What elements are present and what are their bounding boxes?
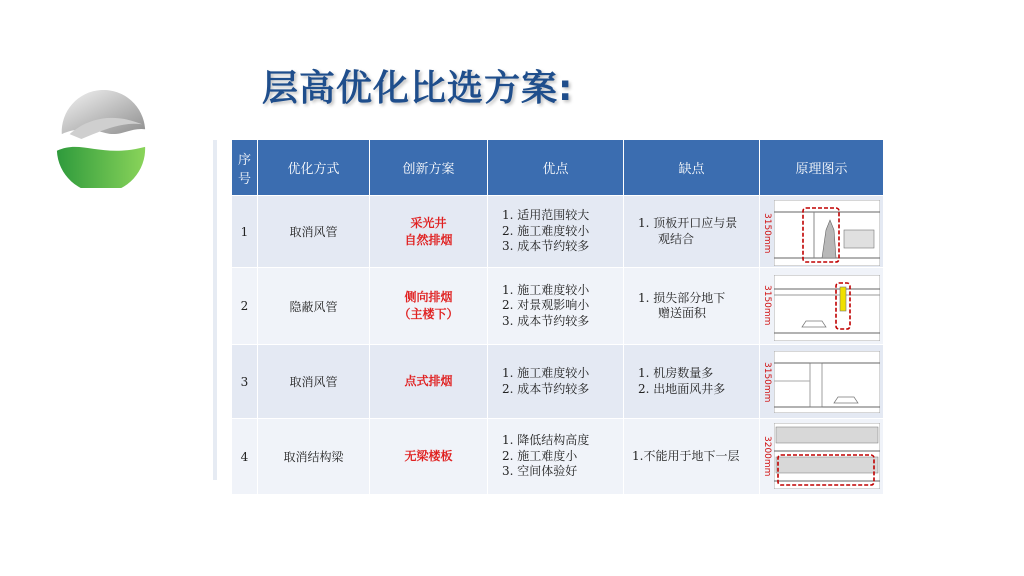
innovation-line: 自然排烟 bbox=[404, 232, 453, 247]
table-header-row bbox=[232, 140, 884, 196]
cons-item: 1. 损失部分地下 bbox=[638, 290, 726, 305]
pros-item: 2. 对景观影响小 bbox=[502, 298, 590, 313]
row-method: 取消风管 bbox=[258, 345, 370, 419]
row-pros bbox=[488, 345, 624, 419]
row-method: 取消风管 bbox=[258, 196, 370, 268]
header-pros: 优点 bbox=[488, 140, 624, 196]
row-number: 1 bbox=[232, 196, 258, 268]
innovation-line: 点式排烟 bbox=[404, 374, 453, 388]
pros-item: 1. 施工难度较小 bbox=[502, 366, 590, 380]
row-number: 2 bbox=[232, 268, 258, 345]
section-diagram-1 bbox=[774, 200, 880, 266]
row-innovation bbox=[370, 419, 488, 495]
decorative-divider bbox=[213, 140, 217, 480]
dimension-label: 3150mm bbox=[762, 212, 772, 254]
row-method: 取消结构梁 bbox=[258, 419, 370, 495]
row-diagram bbox=[760, 419, 884, 495]
row-diagram bbox=[760, 268, 884, 345]
pros-item: 1. 降低结构高度 bbox=[502, 433, 590, 448]
row-cons bbox=[624, 268, 760, 345]
dimension-label: 3200mm bbox=[762, 435, 772, 477]
pros-item: 1. 适用范围较大 bbox=[502, 208, 590, 223]
row-innovation bbox=[370, 268, 488, 345]
row-pros bbox=[488, 419, 624, 495]
pros-item: 1. 施工难度较小 bbox=[502, 282, 590, 297]
innovation-line: 采光井 bbox=[410, 215, 447, 230]
header-diagram: 原理图示 bbox=[760, 140, 884, 196]
cons-item: 赠送面积 bbox=[658, 306, 707, 320]
row-number: 3 bbox=[232, 345, 258, 419]
pros-item: 3. 空间体验好 bbox=[502, 464, 578, 479]
row-cons bbox=[624, 196, 760, 268]
header-method: 优化方式 bbox=[258, 140, 370, 196]
page-title: 层高优化比选方案: bbox=[262, 68, 574, 109]
cons-item: 观结合 bbox=[658, 231, 695, 246]
row-innovation bbox=[370, 345, 488, 419]
row-diagram bbox=[760, 345, 884, 419]
row-method: 隐蔽风管 bbox=[258, 268, 370, 345]
cons-item: 2. 出地面风井多 bbox=[638, 381, 726, 396]
cons-item: 1. 机房数量多 bbox=[638, 366, 714, 380]
row-cons bbox=[624, 419, 760, 495]
pros-item: 2. 施工难度小 bbox=[502, 448, 578, 463]
row-innovation bbox=[370, 196, 488, 268]
table-row bbox=[232, 268, 884, 345]
table-row bbox=[232, 196, 884, 268]
dimension-label: 3150mm bbox=[762, 284, 772, 326]
row-diagram bbox=[760, 196, 884, 268]
pros-item: 3. 成本节约较多 bbox=[502, 239, 590, 254]
header-innovation: 创新方案 bbox=[370, 140, 488, 196]
row-cons bbox=[624, 345, 760, 419]
header-cons: 缺点 bbox=[624, 140, 760, 196]
innovation-line: （主楼下） bbox=[398, 307, 459, 321]
table-row bbox=[232, 419, 884, 495]
comparison-table bbox=[231, 139, 884, 495]
row-pros bbox=[488, 196, 624, 268]
header-number: 序号 bbox=[232, 140, 258, 196]
table-row bbox=[232, 345, 884, 419]
section-diagram-3 bbox=[774, 351, 880, 413]
company-logo bbox=[52, 90, 150, 188]
dimension-label: 3150mm bbox=[762, 361, 772, 403]
section-diagram-2 bbox=[774, 275, 880, 341]
pros-item: 3. 成本节约较多 bbox=[502, 313, 590, 328]
cons-item: 1. 顶板开口应与景 bbox=[638, 216, 738, 230]
row-pros bbox=[488, 268, 624, 345]
pros-item: 2. 成本节约较多 bbox=[502, 381, 590, 396]
innovation-line: 侧向排烟 bbox=[404, 290, 453, 304]
section-diagram-4 bbox=[774, 423, 880, 489]
row-number: 4 bbox=[232, 419, 258, 495]
pros-item: 2. 施工难度较小 bbox=[502, 223, 590, 238]
innovation-line: 无梁楼板 bbox=[404, 449, 453, 463]
cons-item: 1.不能用于地下一层 bbox=[632, 448, 740, 463]
